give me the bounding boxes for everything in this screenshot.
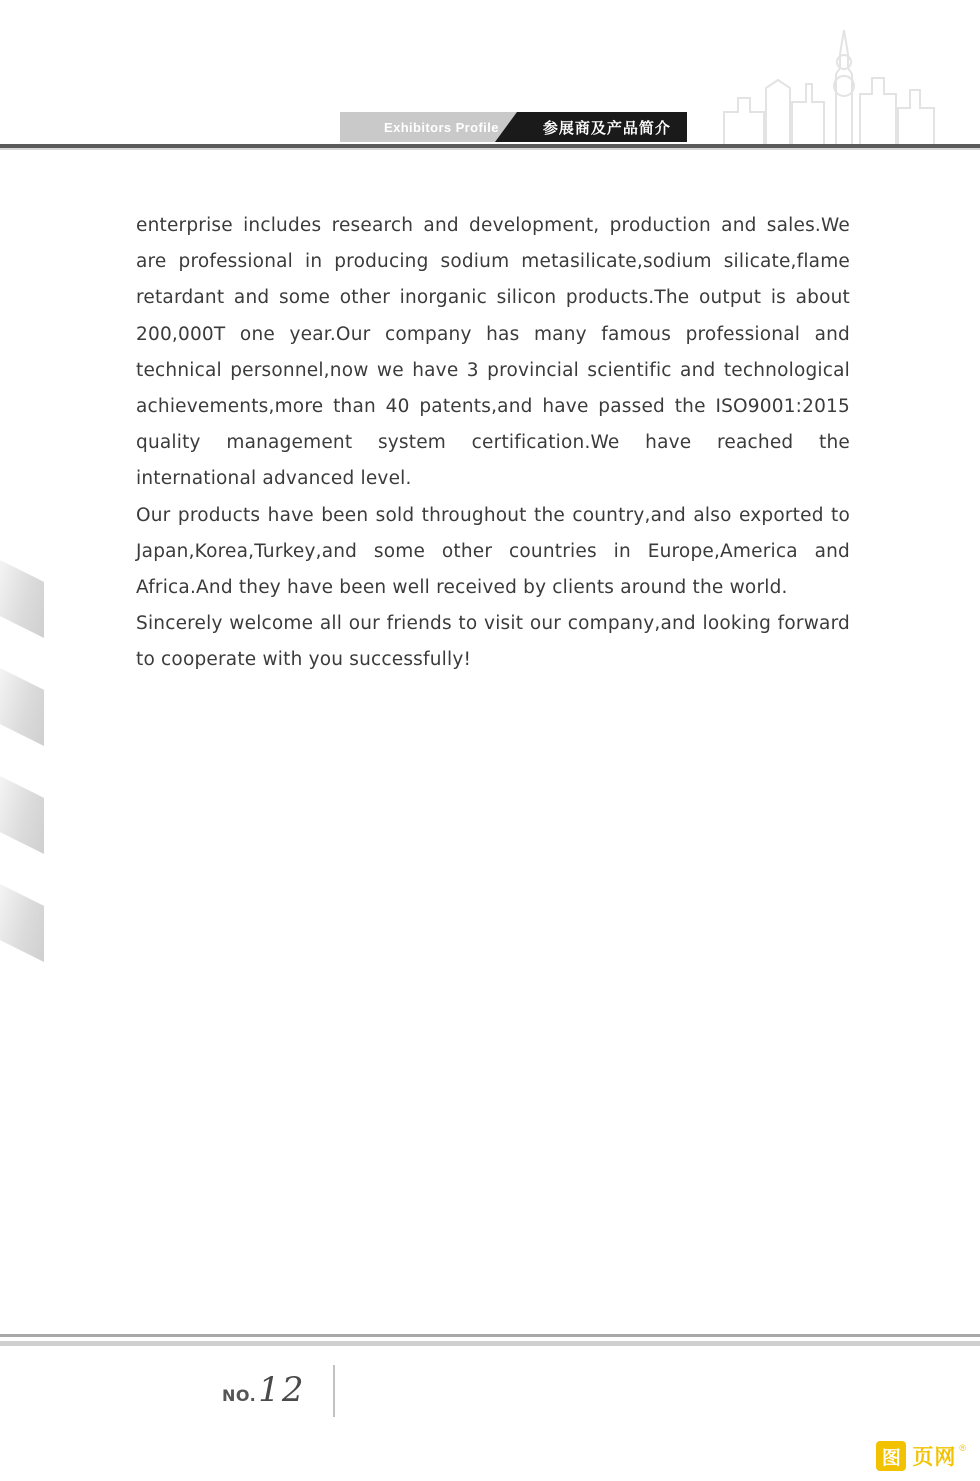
page-number-block (222, 1370, 305, 1410)
page-number-label: NO. (222, 1386, 257, 1405)
watermark-badge: 图 (876, 1441, 906, 1471)
ribbon-shape (0, 668, 44, 746)
page-header (0, 0, 980, 152)
footer-vertical-rule (333, 1365, 335, 1417)
paragraph: enterprise includes research and development, production and sales.We are professional in producing sodium metasilicate,sodium silicate,flame retardant and some other inorganic silicon products.The output is about 200,000T one year.Our company has many famous professional and technical personnel,now we have 3 provincial scientific and technological achievements,more than 40 patents,and have passed the ISO9001:2015 quality management system certification.We have reached the international advanced level. (136, 215, 850, 490)
footer-divider-bottom (0, 1341, 980, 1346)
page-number-value: 12 (258, 1370, 306, 1410)
watermark-text: 页网 (912, 1445, 957, 1469)
document-body (136, 208, 850, 679)
ribbon-shape (0, 776, 44, 854)
watermark-registered-mark: ® (959, 1443, 966, 1453)
decorative-ribbons (0, 560, 46, 1040)
ribbon-shape (0, 884, 44, 962)
paragraph: Our products have been sold throughout the country,and also exported to Japan,Korea,Turkey,and some other countries in Europe,America and Africa.And they have been well received by clients around the world. (136, 504, 850, 599)
ribbon-shape (0, 560, 44, 638)
watermark (876, 1441, 966, 1471)
tab-exhibitors-profile-cn[interactable]: 参展商及产品简介 (517, 112, 687, 142)
footer-divider-top (0, 1334, 980, 1337)
section-tab-group (340, 112, 687, 142)
paragraph: Sincerely welcome all our friends to visit our company,and looking forward to cooperate with you successfully! (136, 613, 850, 671)
header-divider-light (0, 148, 980, 150)
tab-exhibitors-profile-en[interactable]: Exhibitors Profile (340, 112, 517, 142)
city-skyline-icon (720, 28, 940, 146)
